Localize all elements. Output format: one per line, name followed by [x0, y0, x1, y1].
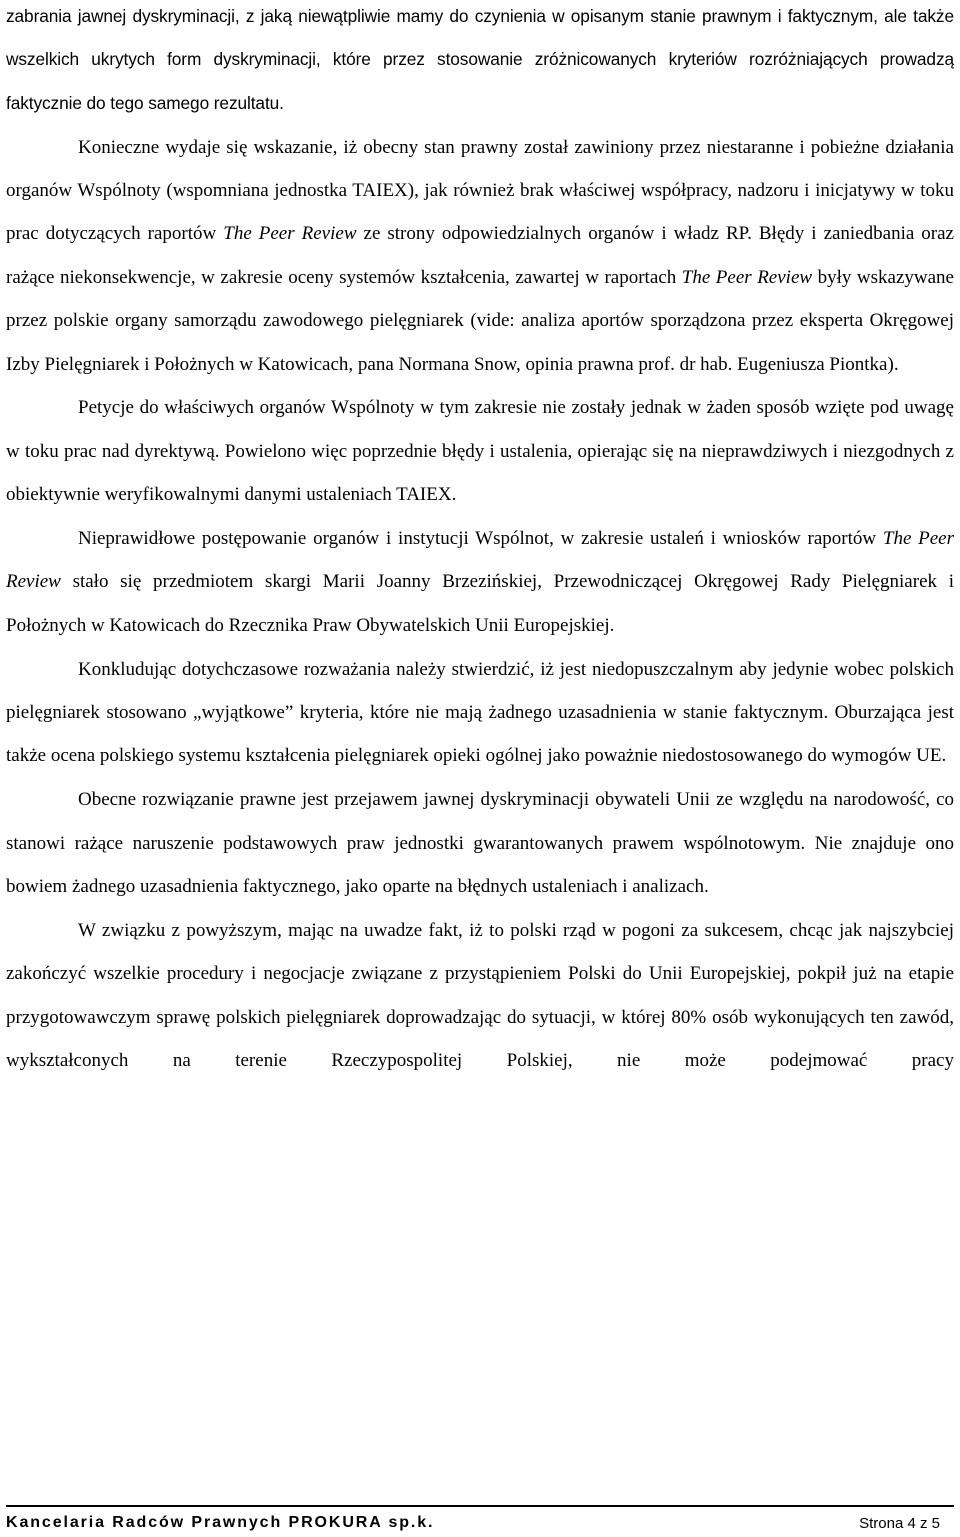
paragraph-text: zabrania jawnej dyskryminacji, z jaką niewątpliwie mamy do czynienia w opisanym stanie prawnym i faktycznym, ale także wszelkich ukrytych form dyskryminacji, które przez stosowanie zróżnicowanych kryteriów rozróżniających prowadzą faktycznie do tego samego rezultatu.	[6, 6, 954, 113]
paragraph-text: Obecne rozwiązanie prawne jest przejawem jawnej dyskryminacji obywateli Unii ze względu na narodowość, co stanowi rażące naruszenie podstawowych praw jednostki gwarantowanych prawem wspólnotowym. Nie znajduje ono bowiem żadnego uzasadnienia faktycznego, jako oparte na błędnych ustaleniach i analizach.	[6, 789, 954, 898]
footer-firm-name: Kancelaria Radców Prawnych PROKURA sp.k.	[6, 1514, 435, 1531]
paragraph-text: ze strony odpowiedzialnych organów i władz RP. Błędy i zaniedbania oraz rażące niekonsekwencje, w zakresie oceny systemów kształcenia, zawartej w raportach	[6, 223, 954, 288]
paragraph-text: W związku z powyższym, mając na uwadze fakt, iż to polski rząd w pogoni za sukcesem, chcąc jak najszybciej zakończyć wszelkie procedury i negocjacje związane z przystąpieniem Polski do Unii Europejskiej, pokpił już na etapie przygotowawczym sprawę polskich pielęgniarek doprowadzając do sytuacji, w której 80% osób wykonujących ten zawód, wykształconych na terenie Rzeczypospolitej Polskiej, nie może podejmować pracy	[6, 919, 954, 1072]
paragraph-petitions	[6, 386, 954, 516]
paragraph-taiex-fault	[6, 126, 954, 386]
paragraph-text: Konkludując dotychczasowe rozważania należy stwierdzić, iż jest niedopuszczalnym aby jedynie wobec polskich pielęgniarek stosowano „wyjątkowe” kryteria, które nie mają żadnego uzasadnienia w stanie faktycznym. Oburzająca jest także ocena polskiego systemu kształcenia pielęgniarek opieki ogólnej jako poważnie niedostosowanego do wymogów UE.	[6, 658, 954, 767]
paragraph-discrimination	[6, 778, 954, 908]
paragraph-text: Konieczne wydaje się wskazanie, iż obecny stan prawny został zawiniony przez niestaranne i pobieżne działania organów Wspólnoty (wspomniana jednostka TAIEX), jak również brak właściwej współpracy, nadzoru i inicjatywy w toku prac dotyczących raportów	[6, 136, 954, 245]
report-title-italic: The Peer Review	[223, 223, 357, 245]
paragraph-conclusion	[6, 648, 954, 778]
page-footer	[6, 1511, 954, 1537]
footer-divider	[6, 1505, 954, 1507]
paragraph-text: były wskazywane przez polskie organy samorządu zawodowego pielęgniarek (vide: analiza aportów sporządzona przez eksperta Okręgowej Izby Pielęgniarek i Położnych w Katowicach, pana Normana Snow, opinia prawna prof. dr hab. Eugeniusza Piontka).	[6, 266, 954, 375]
report-title-italic: The Peer Review	[6, 528, 954, 593]
paragraph-text: stało się przedmiotem skargi Marii Joanny Brzezińskiej, Przewodniczącej Okręgowej Rady Pielęgniarek i Położnych w Katowicach do Rzecznika Praw Obywatelskich Unii Europejskiej.	[6, 571, 954, 636]
paragraph-text: Nieprawidłowe postępowanie organów i instytucji Wspólnot, w zakresie ustaleń i wniosków raportów	[78, 528, 883, 550]
report-title-italic: The Peer Review	[681, 266, 813, 288]
paragraph-government	[6, 909, 954, 1083]
paragraph-continuation	[6, 0, 954, 125]
paragraph-complaint	[6, 517, 954, 647]
footer-page-number: Strona 4 z 5	[859, 1515, 940, 1532]
paragraph-text: Petycje do właściwych organów Wspólnoty w tym zakresie nie zostały jednak w żaden sposób wzięte pod uwagę w toku prac nad dyrektywą. Powielono więc poprzednie błędy i ustalenia, opierając się na nieprawdziwych i niezgodnych z obiektywnie weryfikowalnymi danymi ustaleniach TAIEX.	[6, 397, 954, 506]
document-body	[6, 0, 954, 1083]
